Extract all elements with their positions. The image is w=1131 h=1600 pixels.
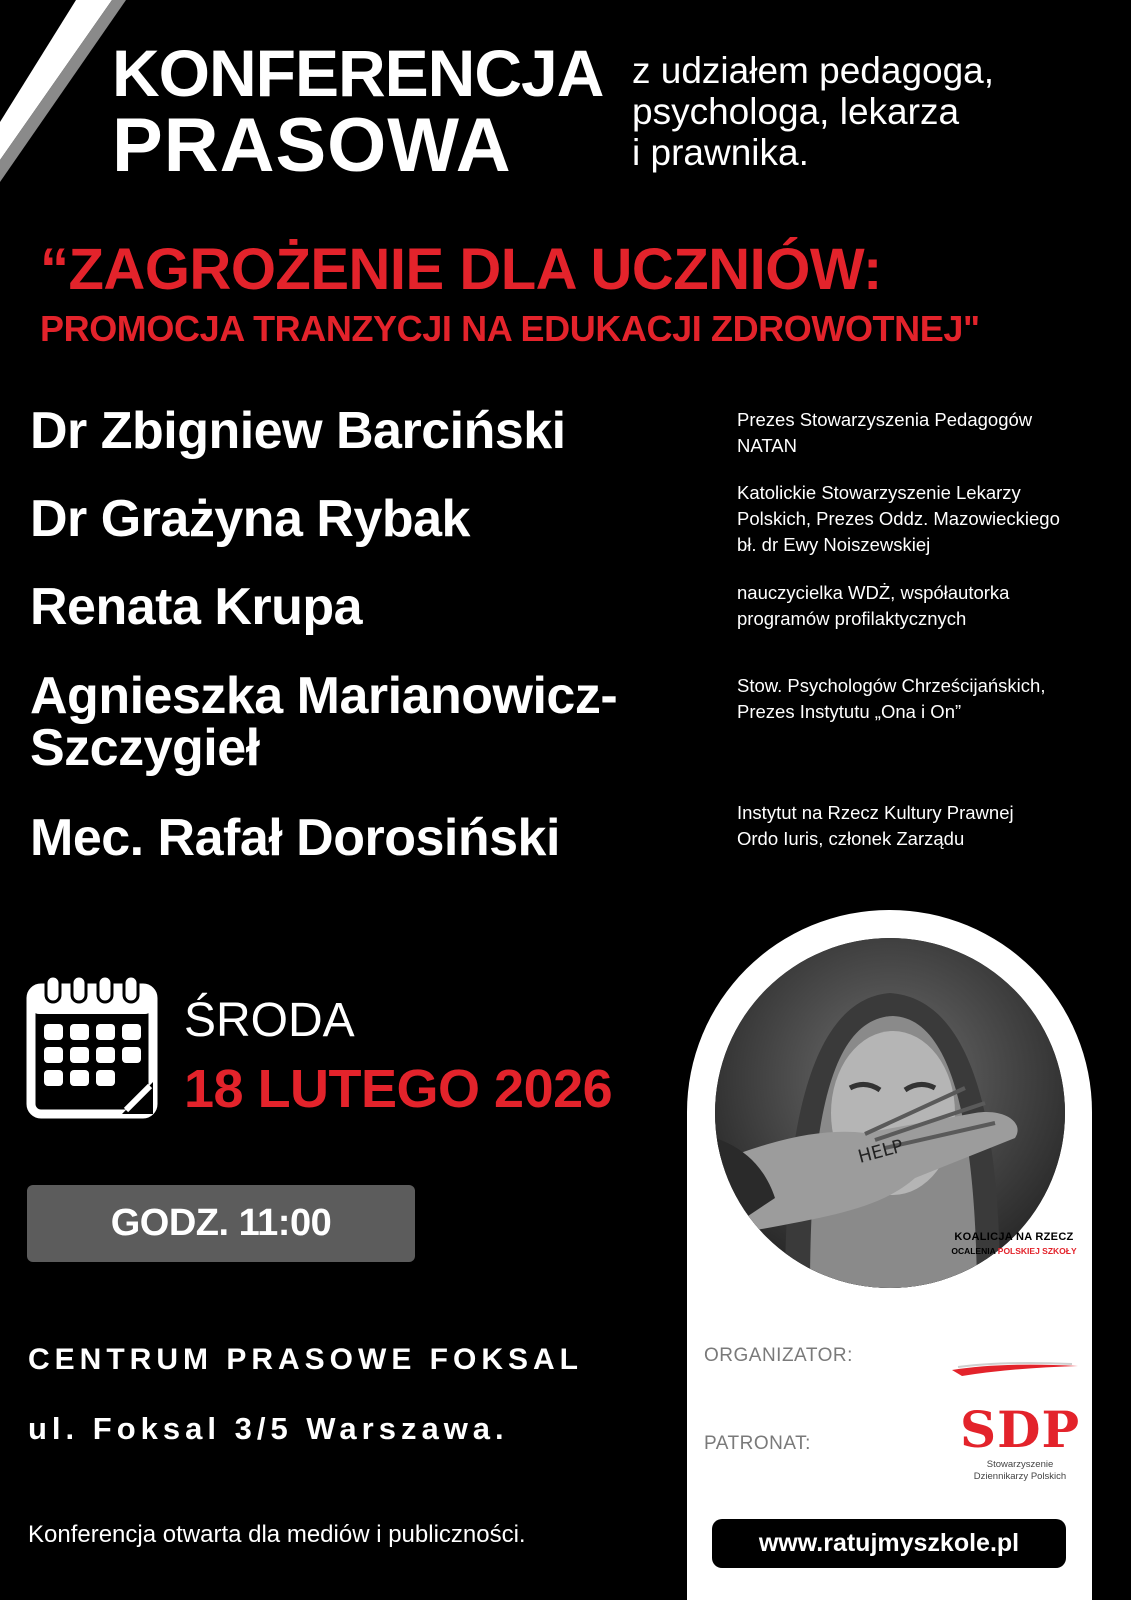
- date-full: 18 LUTEGO 2026: [184, 1059, 613, 1119]
- speaker-role: [737, 580, 1127, 632]
- organizer-label: ORGANIZATOR:: [704, 1345, 853, 1366]
- organizer-logo-title: KOALICJA NA RZECZ: [954, 1231, 1074, 1243]
- sdp-subtitle-line: Stowarzyszenie: [986, 1459, 1054, 1470]
- venue-address: ul. Foksal 3/5 Warszawa.: [28, 1411, 509, 1446]
- subtitle-line: psychologa, lekarza: [632, 91, 960, 132]
- speaker-role-line: NATAN: [737, 435, 797, 456]
- time-label: GODZ. 11:00: [110, 1202, 332, 1244]
- speaker-role-line: Katolickie Stowarzyszenie Lekarzy: [737, 482, 1021, 503]
- subtitle-line: i prawnika.: [632, 132, 809, 173]
- venue-name: CENTRUM PRASOWE FOKSAL: [28, 1343, 583, 1376]
- sdp-logo: SDP: [960, 1400, 1081, 1459]
- title-line-2: PRASOWA: [112, 103, 512, 188]
- speaker-role-line: Prezes Stowarzyszenia Pedagogów: [737, 409, 1033, 430]
- patron-label: PATRONAT:: [704, 1433, 811, 1454]
- website-link[interactable]: [712, 1519, 1066, 1568]
- subtitle-line: z udziałem pedagoga,: [632, 50, 995, 91]
- calendar-icon: [26, 974, 158, 1122]
- speaker-role: [737, 800, 1127, 852]
- speaker-role: [737, 480, 1127, 558]
- sdp-subtitle-line: Dziennikarzy Polskich: [973, 1471, 1067, 1482]
- speaker-role-line: bł. dr Ewy Noiszewskiej: [737, 534, 931, 555]
- speaker-role: [737, 407, 1127, 459]
- date-weekday: ŚRODA: [184, 994, 355, 1047]
- organizer-logo-subtitle-b: POLSKIEJ SZKOŁY: [997, 1246, 1077, 1256]
- footer-note: Konferencja otwarta dla mediów i publiczności.: [28, 1521, 526, 1548]
- time-box: [27, 1185, 415, 1262]
- speaker-role: [737, 673, 1127, 725]
- speaker-name-line: Agnieszka Marianowicz-: [30, 667, 618, 725]
- speaker-role-line: Stow. Psychologów Chrześcijańskich,: [737, 675, 1046, 696]
- subtitle: [632, 50, 1092, 173]
- speaker-name-line: Szczygieł: [30, 719, 260, 777]
- photo-help-text: HELP: [855, 1135, 906, 1168]
- speaker-role-line: Polskich, Prezes Oddz. Mazowieckiego: [737, 508, 1060, 529]
- speaker-name: Dr Zbigniew Barciński: [30, 402, 566, 460]
- speaker-role-line: Instytut na Rzecz Kultury Prawnej: [737, 802, 1014, 823]
- speaker-role-line: nauczycielka WDŻ, współautorka: [737, 582, 1010, 603]
- speaker-role-line: Ordo Iuris, członek Zarządu: [737, 828, 965, 849]
- flag-swoosh-icon: [952, 1362, 1078, 1378]
- headline-line-1: “ZAGROŻENIE DLA UCZNIÓW:: [40, 237, 882, 302]
- website-url[interactable]: www.ratujmyszkole.pl: [758, 1529, 1020, 1557]
- speaker-name: Renata Krupa: [30, 578, 363, 636]
- organizer-logo-subtitle-a: OCALENIA: [951, 1246, 996, 1256]
- speaker-name: Dr Grażyna Rybak: [30, 490, 470, 548]
- headline-line-2: PROMOCJA TRANZYCJI NA EDUKACJI ZDROWOTNEJ": [40, 308, 980, 349]
- speaker-role-line: Prezes Instytutu „Ona i On”: [737, 701, 962, 722]
- speaker-role-line: programów profilaktycznych: [737, 608, 967, 629]
- speaker-name: [30, 667, 710, 777]
- sdp-logo-subtitle: [950, 1459, 1090, 1483]
- title-line-1: KONFERENCJA: [112, 36, 604, 110]
- speaker-name: Mec. Rafał Dorosiński: [30, 809, 560, 867]
- organizer-logo-subtitle: [939, 1246, 1089, 1256]
